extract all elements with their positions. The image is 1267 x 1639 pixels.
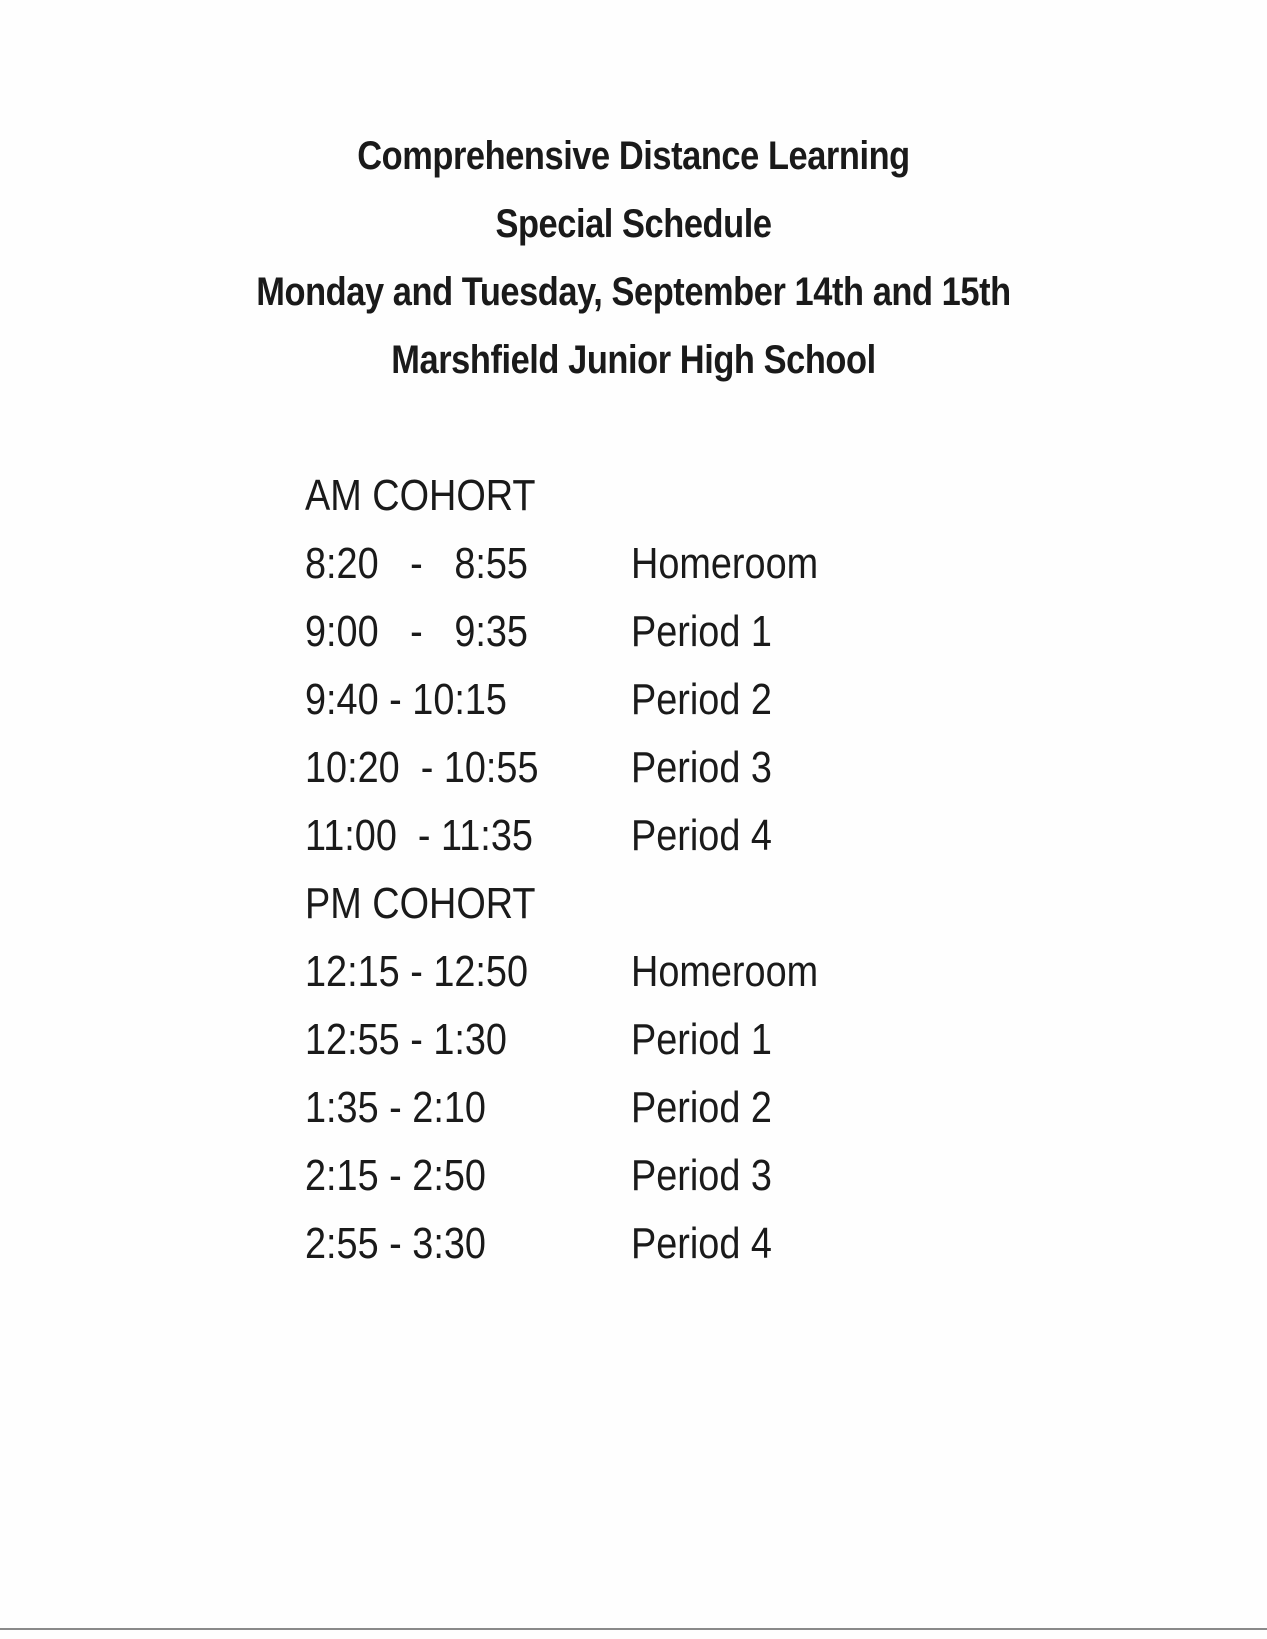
schedule-row [305,734,905,802]
pm-cohort-heading: PM COHORT [305,879,536,928]
schedule-period: Homeroom [631,539,819,588]
schedule-row [305,666,905,734]
schedule-time: 12:15 - 12:50 [305,947,529,996]
schedule-row [305,802,905,870]
schedule-time: 11:00 - 11:35 [305,811,533,860]
schedule-time: 2:55 - 3:30 [305,1219,486,1268]
schedule-period: Period 2 [631,675,772,724]
schedule-time: 1:35 - 2:10 [305,1083,486,1132]
schedule-time: 9:00 - 9:35 [305,607,528,656]
am-cohort-heading: AM COHORT [305,471,536,520]
schedule-row [305,1006,905,1074]
scan-edge-line [0,1628,1267,1630]
schedule-time: 12:55 - 1:30 [305,1015,507,1064]
schedule-period: Period 2 [631,1083,772,1132]
title-line-school: Marshfield Junior High School [391,338,876,382]
schedule-period: Period 1 [631,607,772,656]
schedule-row [305,1210,905,1278]
schedule-row [305,530,905,598]
schedule-period: Period 4 [631,811,772,860]
title-line-program: Comprehensive Distance Learning [357,134,910,178]
schedule-period: Period 1 [631,1015,772,1064]
schedule-row [305,1074,905,1142]
title-line-schedule: Special Schedule [495,202,772,246]
schedule-row [305,938,905,1006]
document-title [0,122,1267,394]
title-line-dates: Monday and Tuesday, September 14th and 15th [256,270,1011,314]
schedule-period: Period 3 [631,1151,772,1200]
schedule-row [305,1142,905,1210]
schedule-list [305,462,905,1278]
schedule-period: Homeroom [631,947,819,996]
schedule-row [305,598,905,666]
schedule-period: Period 3 [631,743,772,792]
schedule-time: 8:20 - 8:55 [305,539,528,588]
schedule-period: Period 4 [631,1219,772,1268]
schedule-time: 10:20 - 10:55 [305,743,539,792]
schedule-time: 9:40 - 10:15 [305,675,507,724]
schedule-time: 2:15 - 2:50 [305,1151,486,1200]
